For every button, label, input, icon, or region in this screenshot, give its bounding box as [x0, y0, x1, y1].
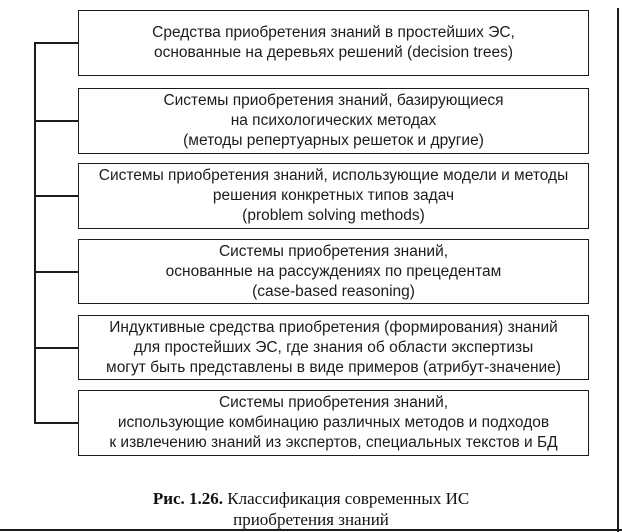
box-text-line: (методы репертуарных решеток и другие) [183, 132, 484, 149]
box-text-line: основанные на деревьях решений (decision trees) [153, 44, 513, 61]
box-text-line: Системы приобретения знаний, [218, 394, 449, 411]
figure-caption-line-1 [0, 488, 622, 509]
box-text-line: решения конкретных типов задач [212, 187, 455, 204]
box-case-based-reasoning [78, 239, 589, 304]
figure-number-label: Рис. 1.26. [152, 489, 224, 508]
branch-line-4 [34, 271, 79, 273]
box-text-line: Системы приобретения знаний, использующие модели и методы [98, 167, 569, 184]
box-problem-solving-methods [78, 163, 589, 229]
box-combined-methods [78, 390, 589, 456]
box-text-line: Системы приобретения знаний, [218, 242, 449, 260]
figure-caption-text: Классификация современных ИС [227, 489, 470, 508]
box-text-line: на психологических методах [230, 112, 437, 129]
box-text-line: основанные на рассуждениях по прецедентам [165, 262, 502, 280]
box-text-line: Средства приобретения знаний в простейших ЭС, [152, 24, 515, 41]
box-text-line: Индуктивные средства приобретения (формирования) знаний [109, 318, 558, 336]
branch-line-6 [34, 422, 79, 424]
figure-caption [0, 488, 622, 530]
branch-line-3 [34, 195, 79, 197]
box-inductive-tools [78, 315, 589, 380]
page-frame-right-edge [617, 8, 619, 532]
branch-line-5 [34, 347, 79, 349]
box-text-line: использующие комбинацию различных методов и подходов [117, 414, 550, 431]
box-text-line: Системы приобретения знаний, базирующиеся [163, 92, 504, 109]
branch-line-2 [34, 120, 79, 122]
branch-line-1 [34, 42, 79, 44]
box-text-line: для простейших ЭС, где знания об области экспертизы [133, 338, 534, 356]
tree-spine-line [34, 42, 36, 423]
box-text-line: (case-based reasoning) [252, 282, 415, 300]
box-text-line: к извлечению знаний из экспертов, специальных текстов и БД [109, 434, 558, 451]
box-text-line: могут быть представлены в виде примеров (атрибут-значение) [106, 358, 561, 376]
box-decision-trees [78, 10, 589, 76]
figure-caption-line-2: приобретения знаний [233, 510, 389, 529]
box-psychological-methods [78, 88, 589, 154]
page-frame-bottom-edge [0, 529, 622, 531]
box-text-line: (problem solving methods) [242, 207, 425, 224]
